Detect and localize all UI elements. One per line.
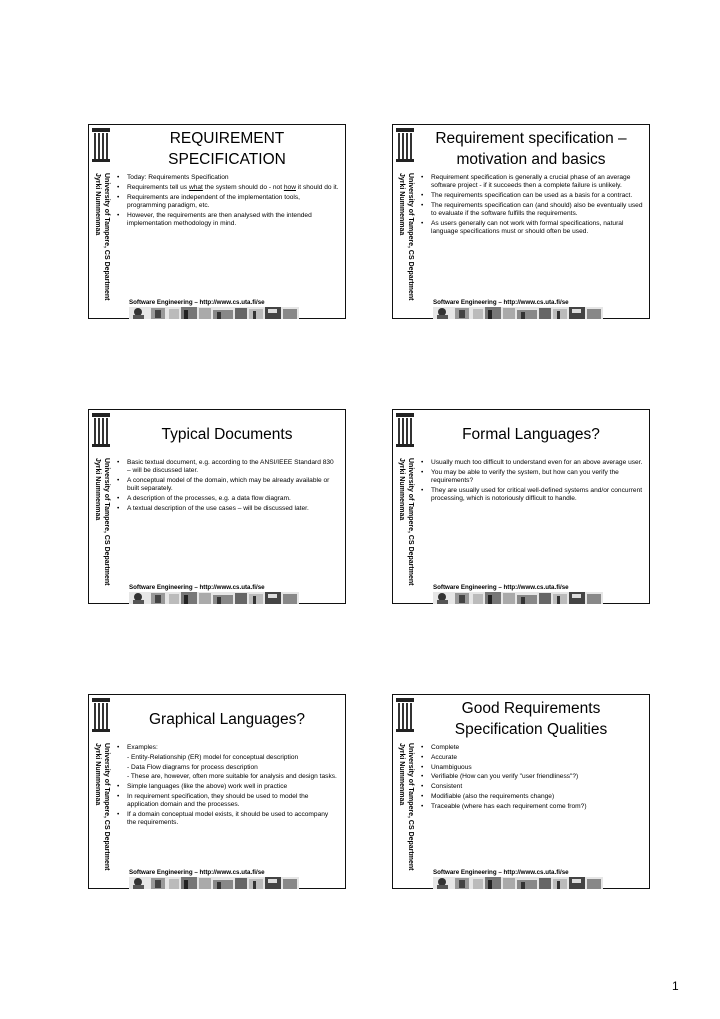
- bullet-item: [115, 811, 339, 827]
- slide-title-line: motivation and basics: [456, 151, 606, 168]
- side-label: [395, 743, 413, 883]
- collage-strip-icon: [433, 306, 603, 320]
- slide-title-line: Good Requirements: [461, 700, 601, 717]
- side-label: [91, 743, 109, 883]
- bullet-item: [115, 793, 339, 809]
- bullet-text: Requirement specification is generally a crucial phase of an average software project - if it succeeds then a complete failure is unlikely.: [431, 174, 631, 190]
- bullet-text: Verifiable (How can you verify "user friendliness"?): [431, 773, 579, 781]
- bullet-item: [419, 754, 643, 762]
- bullet-text: Basic textual document, e.g. according to the ANSI/IEEE Standard 830 – will be discussed later.: [127, 459, 334, 475]
- bullet-item: [115, 477, 339, 493]
- side-label-line: University of Tampere, CS Department: [103, 743, 110, 871]
- bullet-list: [115, 744, 339, 829]
- bullet-text: Usually much too difficult to understand even for an above average user.: [431, 459, 643, 466]
- bullet-list: [419, 744, 643, 813]
- bullet-item: [115, 184, 339, 192]
- bullet-text: A conceptual model of the domain, which may be already available or built separately.: [127, 477, 330, 493]
- bullet-item: [115, 194, 339, 210]
- bullet-text: Requirements tell us: [127, 183, 189, 191]
- slide-title-line: REQUIREMENT: [169, 130, 285, 147]
- sub-bullet-item: [115, 773, 339, 781]
- slide-title-line: SPECIFICATION: [168, 151, 286, 168]
- bullet-text: the system should do - not: [202, 183, 284, 191]
- slide-6: [392, 694, 650, 889]
- side-label-line: Jyrki Nummenmaa: [398, 458, 406, 521]
- bullet-item: [419, 469, 643, 485]
- side-label-line: University of Tampere, CS Department: [103, 173, 110, 301]
- bullet-item: [419, 459, 643, 467]
- bullet-text: The requirements specification can (and should) also be eventually used to evaluate if the software fulfills the requirements.: [431, 201, 643, 217]
- bullet-text: In requirement specification, they should be used to model the application domain and the processes.: [127, 792, 309, 809]
- column-logo-icon: [91, 412, 111, 448]
- side-label-line: University of Tampere, CS Department: [407, 173, 414, 301]
- bullet-item: [115, 459, 339, 475]
- bullet-text: Simple languages (like the above) work well in practice: [127, 783, 288, 791]
- page-number: 1: [672, 979, 679, 993]
- column-logo-icon: [91, 127, 111, 163]
- slide-title-line: Formal Languages?: [462, 425, 600, 443]
- bullet-list: [115, 459, 339, 515]
- slide-title-line: Specification Qualities: [454, 721, 608, 738]
- bullet-text: Consistent: [431, 783, 463, 791]
- bullet-text: Accurate: [431, 753, 458, 761]
- sub-bullet-item: [115, 764, 339, 772]
- slide-title-line: Graphical Languages?: [149, 710, 305, 728]
- slide-title: [113, 127, 341, 171]
- slide-footer: Software Engineering – http://www.cs.uta.fi/se: [433, 299, 569, 306]
- slide-footer: Software Engineering – http://www.cs.uta.fi/se: [129, 584, 265, 591]
- bullet-text: As users generally can not work with formal specifications, natural language specifications must or should often be used.: [431, 219, 624, 235]
- bullet-item: [419, 773, 643, 781]
- collage-strip-icon: [129, 876, 299, 890]
- bullet-text: Modifiable (also the requirements change): [431, 792, 555, 800]
- slide-2: [392, 124, 650, 319]
- slide-title: [417, 697, 645, 741]
- bullet-item: [115, 495, 339, 503]
- bullet-text: what: [188, 183, 203, 191]
- side-label-line: University of Tampere, CS Department: [103, 458, 110, 586]
- bullet-list: [419, 459, 643, 505]
- side-label-line: University of Tampere, CS Department: [407, 743, 414, 871]
- column-logo-icon: [395, 697, 415, 733]
- slide-footer: Software Engineering – http://www.cs.uta.fi/se: [433, 584, 569, 591]
- bullet-text: how: [283, 183, 296, 191]
- bullet-text: A description of the processes, e.g. a data flow diagram.: [127, 495, 291, 502]
- bullet-item: [419, 793, 643, 801]
- collage-strip-icon: [433, 876, 603, 890]
- bullet-list: [115, 174, 339, 230]
- collage-strip-icon: [129, 591, 299, 605]
- collage-strip-icon: [129, 306, 299, 320]
- slide-title: [417, 127, 645, 171]
- side-label: [395, 458, 413, 598]
- slide-footer: Software Engineering – http://www.cs.uta.fi/se: [129, 299, 265, 306]
- slide-1: [88, 124, 346, 319]
- bullet-item: [419, 192, 643, 200]
- bullet-text: Examples:: [127, 744, 158, 751]
- bullet-list: [419, 174, 643, 238]
- side-label-line: Jyrki Nummenmaa: [94, 458, 102, 521]
- slide-footer: Software Engineering – http://www.cs.uta.fi/se: [129, 869, 265, 876]
- bullet-text: The requirements specification can be used as a basis for a contract.: [431, 192, 633, 199]
- bullet-item: [115, 744, 339, 752]
- bullet-item: [115, 505, 339, 513]
- side-label-line: University of Tampere, CS Department: [407, 458, 414, 586]
- slide-title-line: Typical Documents: [161, 425, 293, 443]
- bullet-item: [419, 744, 643, 752]
- bullet-item: [419, 783, 643, 791]
- column-logo-icon: [395, 127, 415, 163]
- side-label: [91, 458, 109, 598]
- bullet-text: - Entity-Relationship (ER) model for conceptual description: [127, 753, 299, 761]
- slide-4: [392, 409, 650, 604]
- bullet-item: [419, 174, 643, 190]
- bullet-item: [115, 212, 339, 228]
- side-label: [395, 173, 413, 313]
- side-label-line: Jyrki Nummenmaa: [94, 743, 102, 806]
- bullet-text: A textual description of the use cases – will be discussed later.: [127, 504, 309, 512]
- slide-title: [113, 412, 341, 456]
- bullet-item: [419, 764, 643, 772]
- slide-title: [417, 412, 645, 456]
- bullet-item: [419, 803, 643, 811]
- bullet-text: Traceable (where has each requirement come from?): [431, 802, 587, 810]
- bullet-item: [115, 783, 339, 791]
- bullet-text: They are usually used for critical well-defined systems and/or concurrent processing, which is notoriously difficult to handle.: [431, 486, 643, 502]
- slide-title: [113, 697, 341, 741]
- bullet-item: [419, 220, 643, 236]
- sub-bullet-item: [115, 754, 339, 762]
- slide-3: [88, 409, 346, 604]
- bullet-item: [419, 487, 643, 503]
- column-logo-icon: [395, 412, 415, 448]
- side-label: [91, 173, 109, 313]
- bullet-text: Requirements are independent of the implementation tools, programming paradigm, etc.: [127, 193, 301, 209]
- bullet-text: Complete: [431, 744, 460, 751]
- slide-5: [88, 694, 346, 889]
- collage-strip-icon: [433, 591, 603, 605]
- bullet-text: Today: Requirements Specification: [127, 174, 229, 181]
- side-label-line: Jyrki Nummenmaa: [398, 743, 406, 806]
- bullet-text: However, the requirements are then analysed with the intended implementation methodology in mind.: [127, 211, 312, 227]
- bullet-text: If a domain conceptual model exists, it should be used to accompany the requirements.: [127, 810, 329, 827]
- slide-title-line: Requirement specification –: [435, 130, 627, 147]
- bullet-text: You may be able to verify the system, but how can you verify the requirements?: [431, 468, 619, 484]
- bullet-text: Unambiguous: [431, 763, 472, 771]
- bullet-item: [419, 202, 643, 218]
- bullet-item: [115, 174, 339, 182]
- bullet-text: - These are, however, often more suitable for analysis and design tasks.: [127, 773, 337, 781]
- side-label-line: Jyrki Nummenmaa: [398, 173, 406, 236]
- bullet-text: it should do it.: [295, 183, 339, 191]
- side-label-line: Jyrki Nummenmaa: [94, 173, 102, 236]
- slide-footer: Software Engineering – http://www.cs.uta.fi/se: [433, 869, 569, 876]
- bullet-text: - Data Flow diagrams for process description: [127, 763, 258, 771]
- column-logo-icon: [91, 697, 111, 733]
